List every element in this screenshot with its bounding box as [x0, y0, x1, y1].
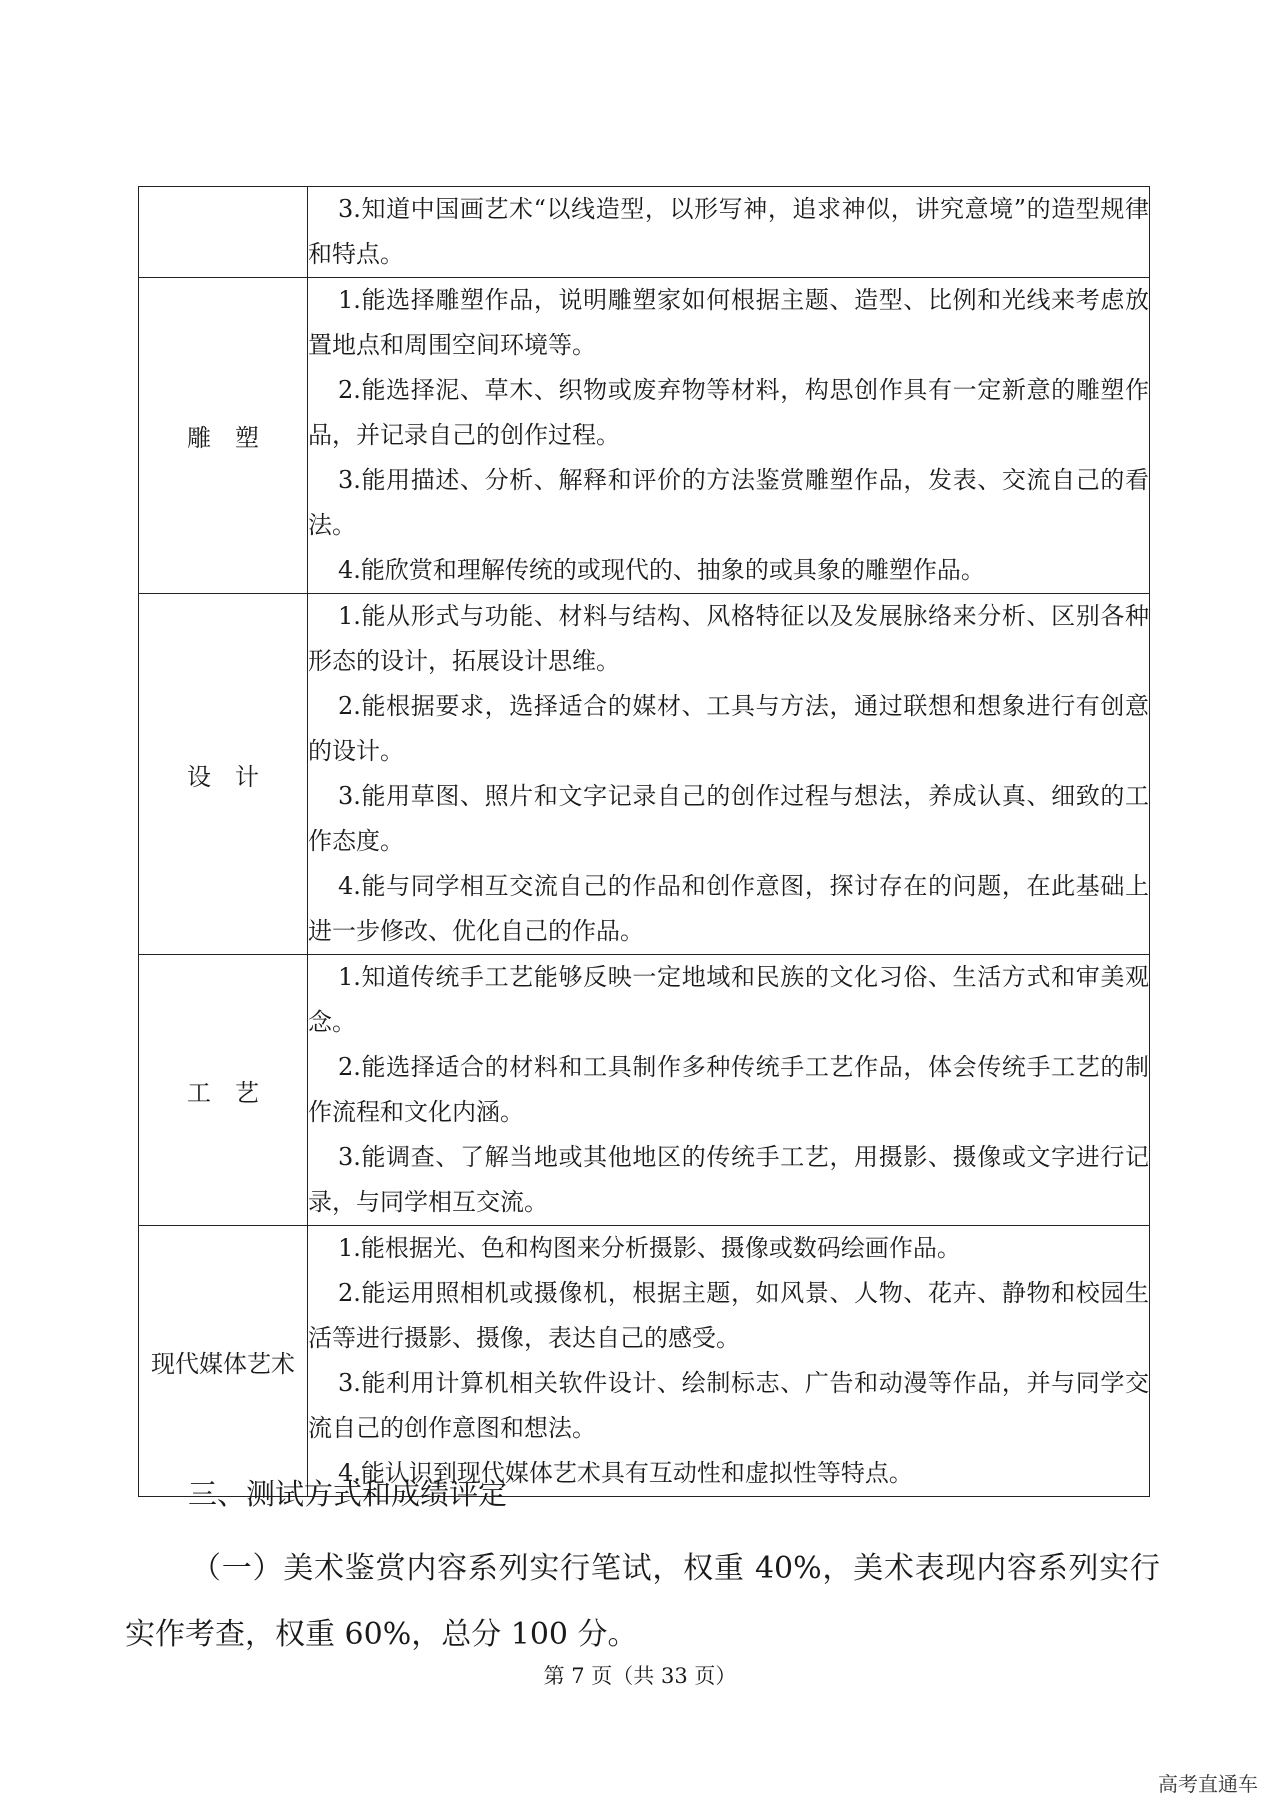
list-item: 1.能根据光、色和构图来分析摄影、摄像或数码绘画作品。 — [338, 1234, 961, 1262]
list-item: 2.能根据要求，选择适合的媒材、工具与方法，通过联想和想象进行有创意的设计。 — [308, 692, 1149, 765]
body-paragraph: （一）美术鉴赏内容系列实行笔试，权重 40%，美术表现内容系列实行实作考查，权重 60%，总分 100 分。 — [125, 1551, 1160, 1652]
topic-cell: 工 艺 — [139, 955, 308, 1226]
list-item: 3.能用草图、照片和文字记录自己的创作过程与想法，养成认真、细致的工作态度。 — [308, 782, 1149, 855]
list-item: 3.知道中国画艺术“以线造型，以形写神，追求神似，讲究意境”的造型规律和特点。 — [308, 195, 1149, 268]
topic-cell: 现代媒体艺术 — [139, 1226, 308, 1497]
items-cell — [308, 278, 1150, 594]
page-number: 第 7 页（共 33 页） — [543, 1664, 737, 1688]
list-item: 2.能运用照相机或摄像机，根据主题，如风景、人物、花卉、静物和校园生活等进行摄影、摄像，表达自己的感受。 — [308, 1279, 1149, 1352]
table-row — [139, 278, 1150, 594]
list-item: 3.能利用计算机相关软件设计、绘制标志、广告和动漫等作品，并与同学交流自己的创作意图和想法。 — [308, 1369, 1149, 1442]
topic-cell — [139, 187, 308, 278]
topic-cell: 设 计 — [139, 594, 308, 955]
list-item: 2.能选择适合的材料和工具制作多种传统手工艺作品，体会传统手工艺的制作流程和文化内涵。 — [308, 1053, 1149, 1126]
list-item: 1.能选择雕塑作品，说明雕塑家如何根据主题、造型、比例和光线来考虑放置地点和周围空间环境等。 — [308, 286, 1149, 359]
list-item: 3.能用描述、分析、解释和评价的方法鉴赏雕塑作品，发表、交流自己的看法。 — [308, 466, 1149, 539]
table-row — [139, 594, 1150, 955]
table-row — [139, 187, 1150, 278]
list-item: 4.能欣赏和理解传统的或现代的、抽象的或具象的雕塑作品。 — [338, 556, 985, 584]
watermark-label: 高考直通车 — [1158, 1772, 1258, 1796]
list-item: 2.能选择泥、草木、织物或废弃物等材料，构思创作具有一定新意的雕塑作品，并记录自己的创作过程。 — [308, 376, 1149, 449]
items-cell — [308, 594, 1150, 955]
items-cell — [308, 187, 1150, 278]
topic-cell: 雕 塑 — [139, 278, 308, 594]
list-item: 4.能认识到现代媒体艺术具有互动性和虚拟性等特点。 — [338, 1459, 913, 1487]
list-item: 1.能从形式与功能、材料与结构、风格特征以及发展脉络来分析、区别各种形态的设计，拓展设计思维。 — [308, 602, 1149, 675]
standards-table — [138, 186, 1150, 1497]
items-cell — [308, 955, 1150, 1226]
section-heading: 三、测试方式和成绩评定 — [188, 1477, 508, 1511]
list-item: 1.知道传统手工艺能够反映一定地域和民族的文化习俗、生活方式和审美观念。 — [308, 963, 1149, 1036]
list-item: 4.能与同学相互交流自己的作品和创作意图，探讨存在的问题，在此基础上进一步修改、优化自己的作品。 — [308, 872, 1149, 945]
items-cell — [308, 1226, 1150, 1497]
table-row — [139, 955, 1150, 1226]
list-item: 3.能调查、了解当地或其他地区的传统手工艺，用摄影、摄像或文字进行记录，与同学相互交流。 — [308, 1143, 1149, 1216]
table-row — [139, 1226, 1150, 1497]
